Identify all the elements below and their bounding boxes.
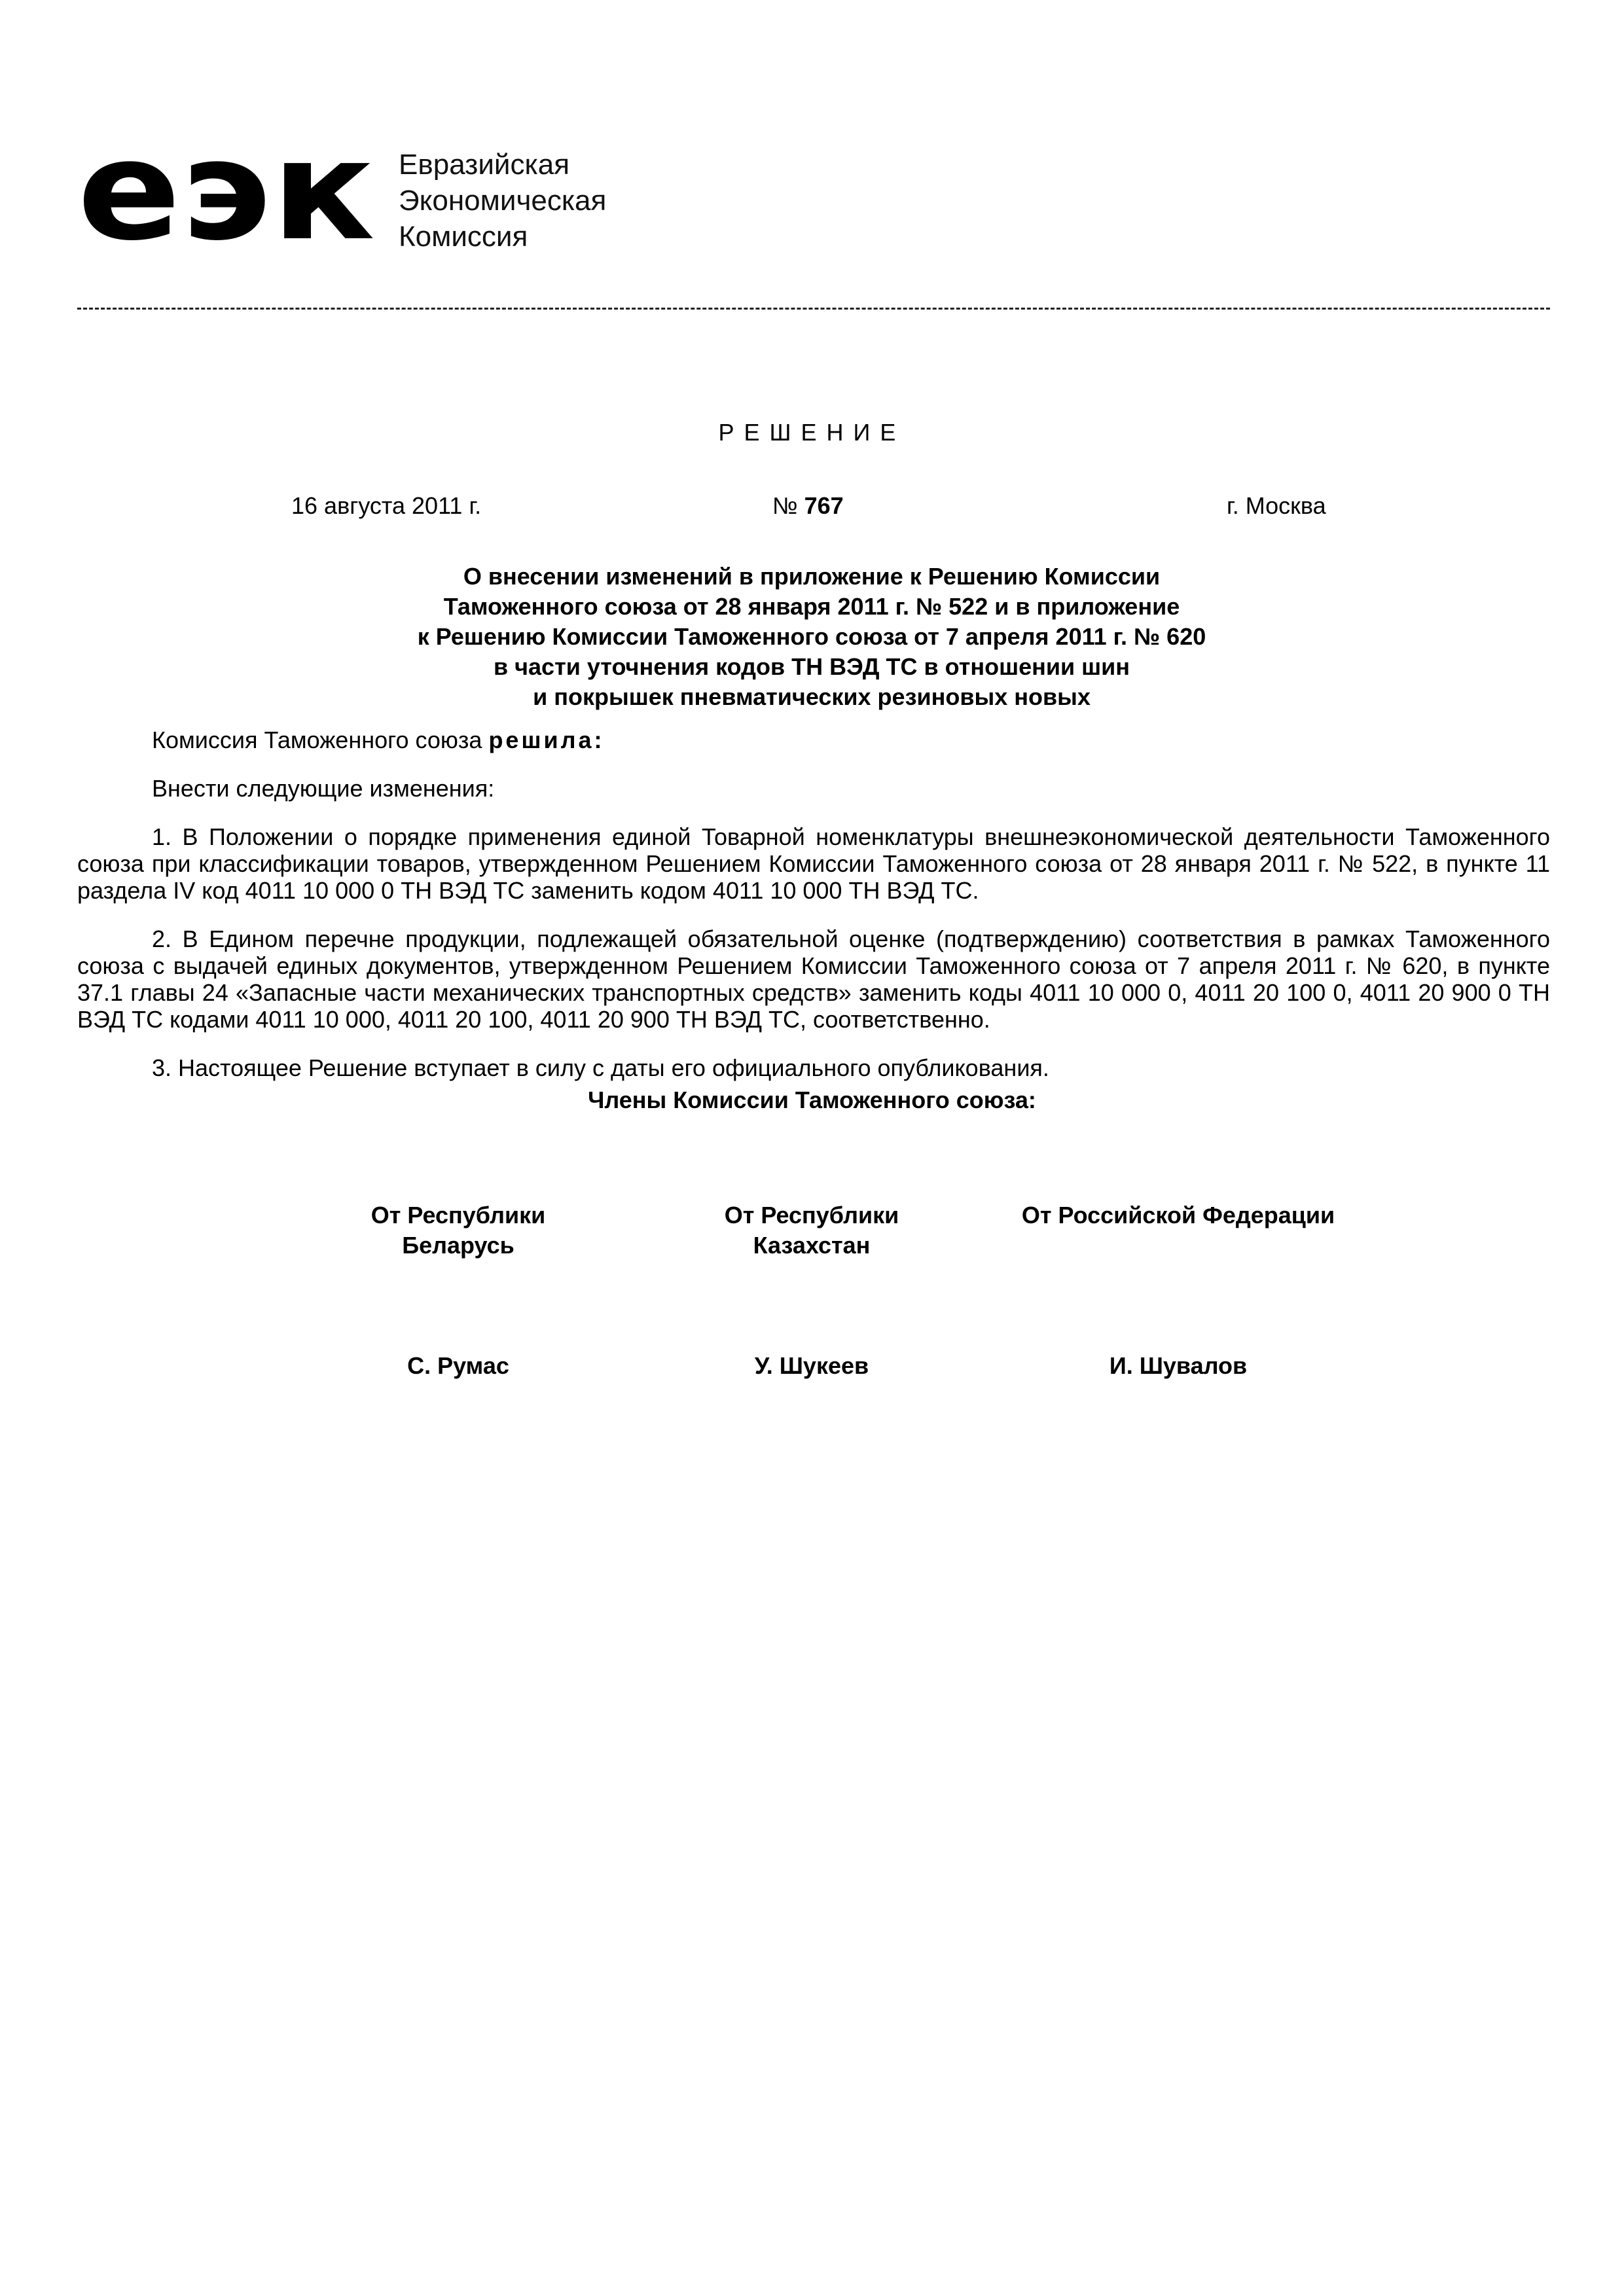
subject-line: О внесении изменений в приложение к Решению Комиссии xyxy=(463,563,1161,590)
subject-line: в части уточнения кодов ТН ВЭД ТС в отношении шин xyxy=(494,653,1130,680)
document-date: 16 августа 2011 г. xyxy=(291,492,482,519)
document-subject xyxy=(196,562,1427,712)
signatory-belarus xyxy=(327,1200,589,1261)
header-divider xyxy=(77,308,1550,310)
signatory-kazakhstan xyxy=(681,1200,943,1261)
lead-paragraph: Внести следующие изменения: xyxy=(152,775,495,802)
decided-text: решила: xyxy=(488,726,605,753)
signatory-russia: От Российской Федерации xyxy=(1021,1202,1335,1229)
item-3-paragraph: 3. Настоящее Решение вступает в силу с даты его официального опубликования. xyxy=(152,1054,1049,1081)
eec-logo xyxy=(77,147,378,251)
members-heading: Члены Комиссии Таможенного союза: xyxy=(588,1086,1036,1113)
signatory-label-line: Казахстан xyxy=(753,1232,871,1259)
subject-line: к Решению Комиссии Таможенного союза от 7 апреля 2011 г. № 620 xyxy=(417,623,1206,650)
signatory-name-kazakhstan: У. Шукеев xyxy=(754,1352,869,1379)
document-type-heading: РЕШЕНИЕ xyxy=(718,419,906,446)
org-name-line-3: Комиссия xyxy=(399,221,528,253)
intro-paragraph xyxy=(77,726,1550,753)
logo-text: еэк xyxy=(77,147,375,251)
signatory-label-line: Беларусь xyxy=(402,1232,514,1259)
intro-text: Комиссия Таможенного союза xyxy=(152,726,482,753)
subject-line: Таможенного союза от 28 января 2011 г. № 522 и в приложение xyxy=(443,593,1180,620)
signatory-label-line: От Республики xyxy=(370,1202,546,1229)
signatory-label-line: От Республики xyxy=(724,1202,899,1229)
item-1-paragraph: 1. В Положении о порядке применения единой Товарной номенклатуры внешнеэкономической деятельности Таможенного союза при классификации товаров, утвержденном Решением Комиссии Таможенного союза от 28 января 2011 г. № 522, в пункте 11 раздела IV код 4011 10 000 0 ТН ВЭД ТС заменить кодом 4011 10 000 ТН ВЭД ТС. xyxy=(77,823,1550,904)
document-city: г. Москва xyxy=(1227,492,1326,519)
signatory-name-russia: И. Шувалов xyxy=(1109,1352,1248,1379)
subject-line: и покрышек пневматических резиновых новых xyxy=(533,683,1091,710)
document-body xyxy=(77,726,1550,1103)
org-name-line-1: Евразийская xyxy=(399,149,570,181)
item-2-paragraph: 2. В Едином перечне продукции, подлежащей обязательной оценке (подтверждению) соответствия в рамках Таможенного союза с выдачей единых документов, утвержденном Решением Комиссии Таможенного союза от 7 апреля 2011 г. № 620, в пункте 37.1 главы 24 «Запасные части механических транспортных средств» заменить коды 4011 10 000 0, 4011 20 100 0, 4011 20 900 0 ТН ВЭД ТС кодами 4011 10 000, 4011 20 100, 4011 20 900 ТН ВЭД ТС, соответственно. xyxy=(77,925,1550,1033)
number-value: 767 xyxy=(804,492,844,519)
organization-name xyxy=(399,147,606,255)
org-name-line-2: Экономическая xyxy=(399,185,607,217)
document-number xyxy=(772,492,844,520)
signatory-name-belarus: С. Румас xyxy=(407,1352,509,1379)
number-sign: № xyxy=(772,492,798,519)
